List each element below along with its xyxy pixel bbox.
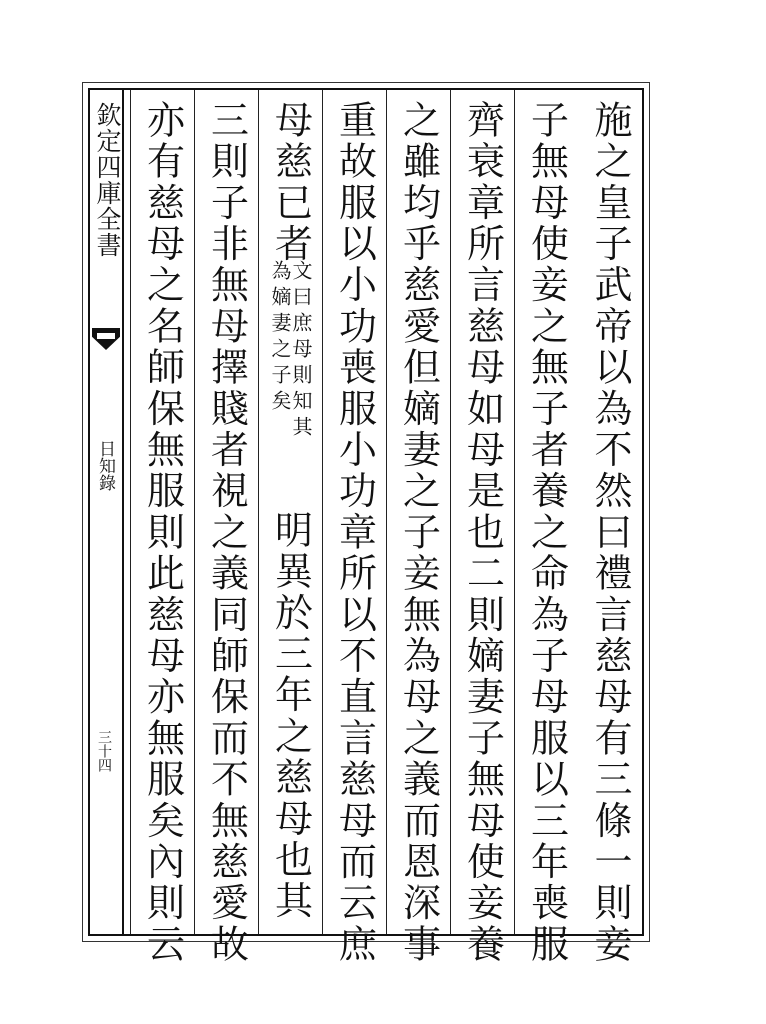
page-frame (88, 88, 644, 966)
collection-title: 欽定四庫全書 (93, 102, 122, 258)
margin-strip (90, 90, 124, 934)
text-columns (126, 90, 642, 966)
annotation-right: 文曰庶母則知其 (289, 260, 313, 442)
column-text: 齊衰章所言慈母如母是也二則嫡妻子無母使妾養 (460, 100, 505, 966)
fish-tail-mark-icon (92, 328, 120, 350)
column-text: 子無母使妾之無子者養之命為子母服以三年喪服 (524, 100, 569, 966)
mixed-column (259, 90, 322, 934)
text-column-3 (450, 90, 514, 966)
page-number: 三十四 (96, 730, 112, 772)
book-title: 日知錄 (95, 440, 115, 491)
column-text-top: 母慈已者 (268, 100, 313, 265)
text-column-2 (514, 90, 578, 966)
column-text: 之雖均乎慈愛但嫡妻之子妾無為母之義而恩深事 (396, 100, 441, 966)
column-text-bottom: 明異於三年之慈母也其 (268, 510, 313, 922)
text-column-5 (322, 90, 386, 966)
text-column-4 (386, 90, 450, 966)
column-text: 亦有慈母之名師保無服則此慈母亦無服矣內則云 (140, 100, 185, 966)
annotation-left: 為嫡妻之子矣 (268, 260, 292, 416)
column-text: 重故服以小功喪服小功章所以不直言慈母而云庶 (332, 100, 377, 966)
text-column-1 (578, 90, 642, 966)
text-column-7 (194, 90, 258, 966)
column-text: 三則子非無母擇賤者視之義同師保而不無慈愛故 (204, 100, 249, 966)
text-column-8 (130, 90, 194, 966)
text-column-6 (258, 90, 322, 934)
column-text: 施之皇子武帝以為不然曰禮言慈母有三條一則妾 (588, 100, 632, 966)
